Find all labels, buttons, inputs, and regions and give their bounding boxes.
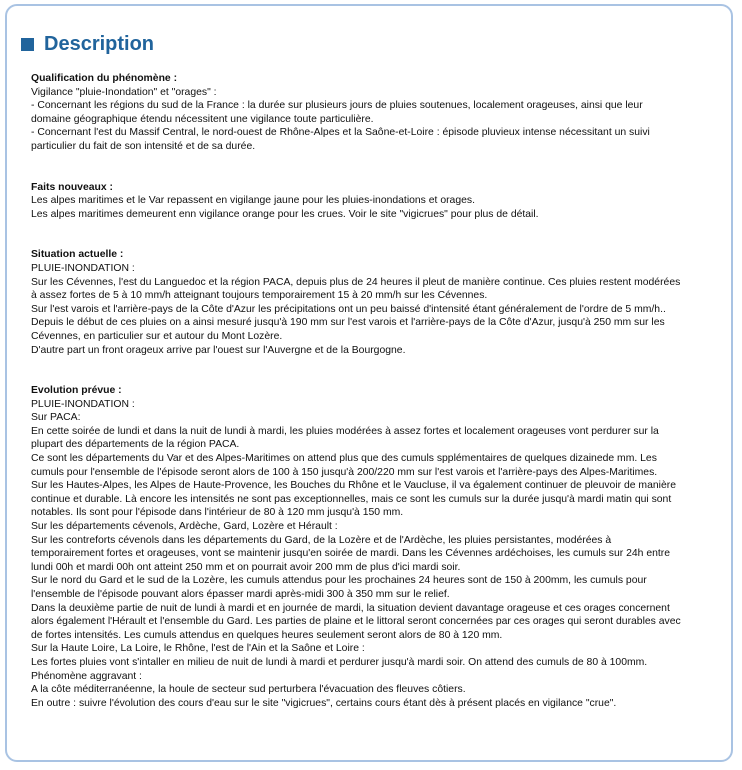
section-text-line: Sur le nord du Gard et le sud de la Lozère, les cumuls attendus pour les prochaines 24 heures sont de 150 à 200mm, les cumuls pour: [31, 575, 647, 587]
section-text-line: En outre : suivre l'évolution des cours d'eau sur le site "vigicrues", certains cours étant dès à présent placés en vigilance "crue".: [31, 697, 617, 709]
section: [31, 72, 721, 154]
section-text-line: temporairement fortes et orageuses, vont se maintenir jusqu'en soirée de mardi. Dans les Cévennes ardéchoises, les cumuls sur 24h entre: [31, 548, 671, 560]
section-text-line: Sur la Haute Loire, La Loire, le Rhône, l'est de l'Ain et la Saône et Loire :: [31, 643, 365, 655]
section-spacer: [31, 221, 721, 248]
section-text-line: Depuis le début de ces pluies on a ainsi mesuré jusqu'à 190 mm sur l'est varois et l'arrière-pays de la Côte d'Azur, jusqu'à 250 mm sur les: [31, 317, 665, 329]
section-text-line: PLUIE-INONDATION :: [31, 262, 135, 274]
section-text-line: Phénomène aggravant :: [31, 670, 142, 682]
section: [31, 248, 721, 357]
section: [31, 181, 721, 222]
section-text-line: Vigilance "pluie-Inondation" et "orages" :: [31, 86, 217, 98]
section-text-line: PLUIE-INONDATION :: [31, 398, 135, 410]
square-bullet-icon: [21, 38, 34, 51]
page-title: Description: [44, 33, 155, 55]
section: [31, 384, 721, 710]
section-text-line: Sur les départements cévenols, Ardèche, Gard, Lozère et Hérault :: [31, 521, 338, 533]
section-title: Evolution prévue :: [31, 385, 122, 397]
section-text-line: l'ensemble de l'épisode pouvant alors épasser mardi après-midi 300 à 350 mm sur le relief.: [31, 589, 450, 600]
section-title: Qualification du phénomène :: [31, 73, 178, 84]
section-text-line: Sur les contreforts cévenols dans les départements du Gard, de la Lozère et de l'Ardèche, les pluies persistantes, modérées à: [31, 534, 612, 546]
section-text-line: Ce sont les départements du Var et des Alpes-Maritimes on attend plus que des cumuls spplémentaires de quelques dizainede mm. Les: [31, 453, 657, 465]
section-text-line: Sur les Hautes-Alpes, les Alpes de Haute-Provence, les Bouches du Rhône et le Vaucluse, il va également continuer de pleuvoir de manière: [31, 480, 676, 492]
section-text-line: à assez fortes de 5 à 10 mm/h atteignant toujours temporairement 15 à 20 mm/h sur les Cévennes.: [31, 290, 488, 302]
section-text-line: Sur les Cévennes, l'est du Languedoc et la région PACA, depuis plus de 24 heures il pleut de manière continue. Ces pluies restent modérées: [31, 276, 681, 288]
section-text-line: Sur l'est varois et l'arrière-pays de la Côte d'Azur les précipitations ont un peu baissé d'intensité étant généralement de l'ordre de 5 mm/h..: [31, 303, 666, 315]
section-text-line: domaine géographique étendu nécessitent une vigilance toute particulière.: [31, 113, 374, 125]
section-text-line: alors également l'Hérault et l'ensemble du Gard. Les parties de plaine et le littoral seront concernées par ces orages qui seront durables avec: [31, 616, 681, 628]
section-text-line: particulier du fait de son intensité et de sa durée.: [31, 140, 256, 152]
section-title: Situation actuelle :: [31, 249, 124, 261]
section-text-line: de fortes intensités. Les cumuls attendus en quelques heures seulement seront alors de 80 à 120 mm.: [31, 629, 503, 641]
section-text-line: notables. Ils sont pour l'épisode dans l'intérieur de 80 à 120 mm jusqu'à 150 mm.: [31, 507, 404, 519]
section-title: Faits nouveaux :: [31, 181, 113, 193]
section-spacer: [31, 154, 721, 181]
section-text-line: Cévennes, en particulier sur et autour du Mont Lozère.: [31, 330, 283, 342]
section-text-line: Dans la deuxième partie de nuit de lundi à mardi et en journée de mardi, la situation devient davantage orageuse et ces orages concernent: [31, 602, 670, 614]
section-text-line: Les alpes maritimes demeurent enn vigilance orange pour les crues. Voir le site "vigicrues" pour plus de détail.: [31, 208, 539, 220]
section-text-line: En cette soirée de lundi et dans la nuit de lundi à mardi, les pluies modérées à assez fortes et localement orageuses vont perdurer sur la: [31, 425, 659, 437]
description-content: [31, 72, 721, 710]
section-text-line: continue et durable. Là encore les intensités ne sont pas exceptionnelles, mais ce sont les cumuls sur la durée jusqu'à mardi matin qui sont: [31, 493, 672, 505]
section-text-line: - Concernant les régions du sud de la France : la durée sur plusieurs jours de pluies soutenues, localement orageuses, ainsi que leur: [31, 100, 643, 112]
section-text-line: A la côte méditerranéenne, la houle de secteur sud perturbera l'évacuation des fleuves côtiers.: [31, 684, 466, 696]
section-spacer: [31, 357, 721, 384]
section-text-line: Sur PACA:: [31, 412, 81, 424]
section-text-line: lundi 00h et mardi 00h ont atteint 250 mm et on pourrait avoir 200 mm de plus d'ici mardi soir.: [31, 561, 461, 573]
section-text-line: D'autre part un front orageux arrive par l'ouest sur l'Auvergne et de la Bourgogne.: [31, 344, 406, 356]
section-text-line: Les fortes pluies vont s'intaller en milieu de nuit de lundi à mardi et perdurer jusqu'à mardi soir. On attend des cumuls de 80 à 100mm.: [31, 656, 648, 668]
title-row: [21, 32, 154, 56]
section-text-line: Les alpes maritimes et le Var repassent en vigilange jaune pour les pluies-inondations et orages.: [31, 195, 475, 207]
section-text-line: - Concernant l'est du Massif Central, le nord-ouest de Rhône-Alpes et la Saône-et-Loire : épisode pluvieux intense nécessitant un suivi: [31, 127, 650, 139]
section-text-line: plupart des départements de la région PACA.: [31, 439, 240, 451]
section-text-line: cumuls pour l'ensemble de l'épisode seront alors de 100 à 150 jusqu'à 200/220 mm sur l'est varois et l'arrière-pays des Alpes-Maritimes.: [31, 466, 658, 478]
